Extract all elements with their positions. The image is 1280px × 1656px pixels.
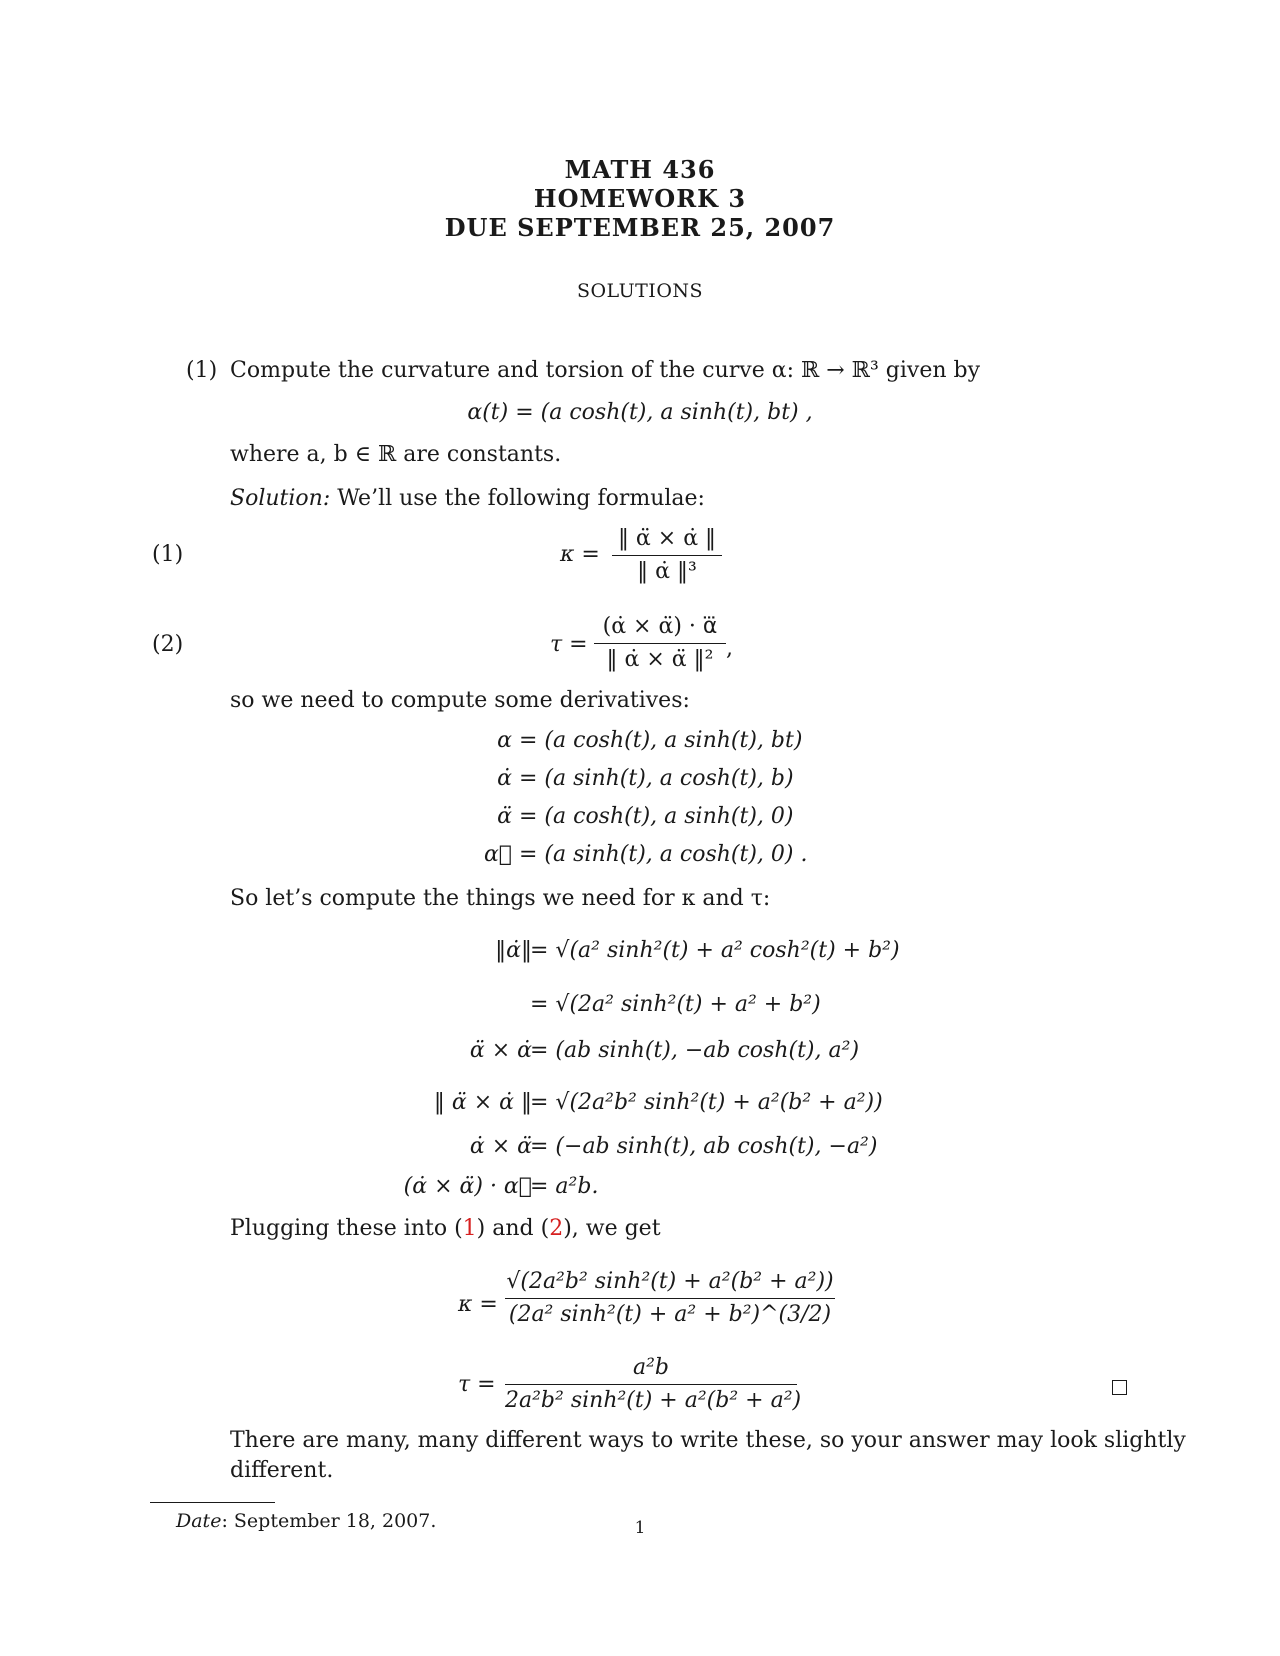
kappa-formula-fraction	[612, 523, 722, 588]
plugging-text: ) and (	[476, 1216, 550, 1241]
plugging-text: ), we get	[563, 1216, 661, 1241]
equation-number-1: (1)	[152, 542, 184, 567]
doc-title-due-date: DUE SEPTEMBER 25, 2007	[444, 213, 836, 242]
computation-lhs: α̇ × α̈	[469, 1134, 532, 1159]
result-tau-denominator: 2a²b² sinh²(t) + a²(b² + a²)	[505, 1388, 802, 1413]
closing-line-2: different.	[230, 1458, 334, 1483]
result-tau-numerator: a²b	[632, 1355, 670, 1380]
result-kappa-numerator: √(2a²b² sinh²(t) + a²(b² + a²))	[506, 1269, 834, 1294]
computation-rhs: = (−ab sinh(t), ab cosh(t), −a²)	[530, 1134, 878, 1159]
derivative-rhs: = (a sinh(t), a cosh(t), 0) .	[519, 842, 808, 867]
derivative-rhs: = (a sinh(t), a cosh(t), b)	[519, 766, 794, 791]
plugging-text: Plugging these into (	[230, 1216, 463, 1241]
footnote-date-label: Date	[176, 1510, 222, 1532]
computation-rhs: = (ab sinh(t), −ab cosh(t), a²)	[530, 1038, 860, 1063]
problem-number: (1)	[186, 358, 218, 383]
doc-subtitle: SOLUTIONS	[576, 280, 704, 302]
tau-formula-lhs: τ =	[550, 632, 588, 657]
computations-intro: So let’s compute the things we need for κ and τ:	[230, 886, 771, 911]
computation-lhs: (α̇ × α̈) · α⃛	[403, 1174, 532, 1199]
computation-lhs: ‖ α̈ × α̇ ‖	[433, 1090, 532, 1115]
tau-formula-comma: ,	[726, 636, 733, 661]
qed-square-icon	[1112, 1380, 1127, 1395]
tau-formula-numerator: (α̇ × α̈) · α⃛	[602, 614, 718, 639]
constants-note: where a, b ∈ ℝ are constants.	[230, 442, 562, 467]
derivative-rhs: = (a cosh(t), a sinh(t), bt)	[519, 728, 803, 753]
solution-intro-line	[230, 486, 705, 511]
doc-title-course: MATH 436	[564, 155, 716, 184]
equation-number-2: (2)	[152, 632, 184, 657]
curve-equation: α(t) = (a cosh(t), a sinh(t), bt) ,	[467, 400, 813, 425]
derivative-rhs: = (a cosh(t), a sinh(t), 0)	[519, 804, 794, 829]
computation-lhs: α̈ × α̇	[469, 1038, 532, 1063]
derivative-lhs: α̈	[497, 804, 512, 829]
result-kappa-fraction	[505, 1266, 835, 1331]
derivatives-intro: so we need to compute some derivatives:	[230, 688, 690, 713]
solution-intro: We’ll use the following formulae:	[337, 486, 705, 511]
computation-lhs: ‖α̇‖	[495, 938, 532, 963]
computation-rhs: = a²b.	[530, 1174, 599, 1199]
tau-formula-denominator: ‖ α̇ × α̈ ‖²	[606, 647, 714, 672]
result-tau-fraction	[505, 1352, 802, 1417]
equation-reference-2[interactable]: 2	[549, 1216, 564, 1241]
result-kappa-lhs: κ =	[458, 1292, 498, 1317]
result-kappa-denominator: (2a² sinh²(t) + a² + b²)^(3/2)	[508, 1302, 832, 1327]
footnote-date-value: : September 18, 2007.	[221, 1510, 437, 1532]
problem-statement: Compute the curvature and torsion of the curve α: ℝ → ℝ³ given by	[230, 358, 981, 383]
doc-title-homework: HOMEWORK 3	[533, 184, 747, 213]
derivative-lhs: α⃛	[483, 842, 512, 867]
plugging-line	[230, 1216, 661, 1241]
computation-rhs: = √(2a²b² sinh²(t) + a²(b² + a²))	[530, 1090, 883, 1115]
derivative-lhs: α	[497, 728, 512, 753]
kappa-formula-numerator: ‖ α̈ × α̇ ‖	[617, 526, 717, 551]
kappa-formula-denominator: ‖ α̇ ‖³	[637, 559, 697, 584]
result-tau-lhs: τ =	[458, 1372, 496, 1397]
derivative-lhs: α̇	[497, 766, 512, 791]
solution-label: Solution:	[230, 486, 331, 511]
computation-rhs: = √(a² sinh²(t) + a² cosh²(t) + b²)	[530, 938, 900, 963]
closing-line-1: There are many, many different ways to write these, so your answer may look slightly	[230, 1428, 1186, 1453]
computation-rhs: = √(2a² sinh²(t) + a² + b²)	[530, 992, 821, 1017]
footnote-rule	[150, 1502, 275, 1503]
page-number: 1	[634, 1518, 646, 1538]
kappa-formula-lhs: κ =	[560, 542, 600, 567]
equation-reference-1[interactable]: 1	[462, 1216, 477, 1241]
tau-formula-fraction	[594, 611, 726, 676]
